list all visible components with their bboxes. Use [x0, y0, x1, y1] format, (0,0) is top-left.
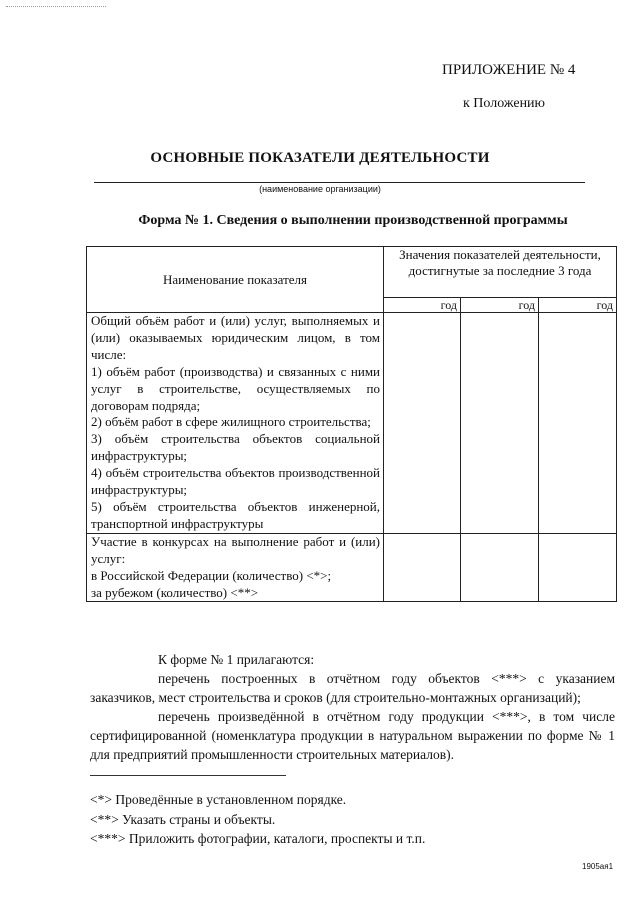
attachment-item: перечень произведённой в отчётном году продукции <***>, в том числе сертифицированной (номенклатура продукции в натуральном выражении по форме № 1 для предприятий промышленности строительных материалов).	[90, 709, 615, 762]
form-title: Форма № 1. Сведения о выполнении производственной программы	[138, 213, 568, 228]
year-header-3: год	[539, 298, 617, 313]
column-header-values: Значения показателей деятельности, достигнутые за последние 3 года	[384, 247, 617, 298]
scan-edge-mark	[6, 6, 106, 9]
organization-name-line	[94, 182, 585, 183]
indicator-item: 4) объём строительства объектов производственной инфраструктуры;	[91, 465, 380, 498]
footnote: <***> Приложить фотографии, каталоги, проспекты и т.п.	[90, 831, 426, 846]
indicator-intro: Общий объём работ и (или) услуг, выполняемых и (или) оказываемых юридическим лицом, в том числе:	[91, 313, 380, 362]
footnote: <*> Проведённые в установленном порядке.	[90, 792, 347, 807]
indicator-item: 1) объём работ (производства) и связанных с ними услуг в строительстве, осуществляемых по договорам подряда;	[91, 363, 380, 413]
table-row	[87, 533, 617, 602]
value-cell	[539, 533, 617, 602]
value-cell	[461, 313, 539, 534]
year-header-1: год	[384, 298, 461, 313]
value-cell	[539, 313, 617, 534]
indicator-item: 2) объём работ в сфере жилищного строительства;	[91, 414, 371, 430]
indicator-item: за рубежом (количество) <**>	[91, 584, 259, 600]
footnote: <**> Указать страны и объекты.	[90, 811, 276, 827]
footnotes	[90, 790, 425, 849]
organization-caption: (наименование организации)	[259, 184, 381, 194]
indicator-item: в Российской Федерации (количество) <*>;	[91, 567, 332, 583]
value-cell	[461, 533, 539, 602]
value-cell	[384, 313, 461, 534]
appendix-label: ПРИЛОЖЕНИЕ № 4	[442, 62, 576, 78]
indicator-intro: Участие в конкурсах на выполнение работ и (или) услуг:	[91, 533, 380, 566]
page-title: ОСНОВНЫЕ ПОКАЗАТЕЛИ ДЕЯТЕЛЬНОСТИ	[150, 150, 490, 166]
indicator-tenders	[87, 533, 384, 602]
attachments-section	[90, 650, 615, 764]
indicators-table	[86, 246, 617, 602]
year-header-2: год	[461, 298, 539, 313]
regulation-reference: к Положению	[463, 96, 546, 111]
footnote-separator	[90, 775, 286, 776]
column-header-indicator: Наименование показателя	[87, 247, 384, 313]
indicator-item: 3) объём строительства объектов социальной инфраструктуры;	[91, 431, 380, 464]
page-code: 1905ая1	[582, 862, 614, 871]
attachment-item: перечень построенных в отчётном году объектов <***> с указанием заказчиков, мест строительства и сроков (для строительно-монтажных организаций);	[90, 671, 615, 705]
attachments-heading: К форме № 1 прилагаются:	[158, 652, 315, 667]
indicator-volume-of-work	[87, 313, 384, 534]
table-row	[87, 313, 617, 534]
value-cell	[384, 533, 461, 602]
indicator-item: 5) объём строительства объектов инженерной, транспортной инфраструктуры	[91, 498, 380, 531]
